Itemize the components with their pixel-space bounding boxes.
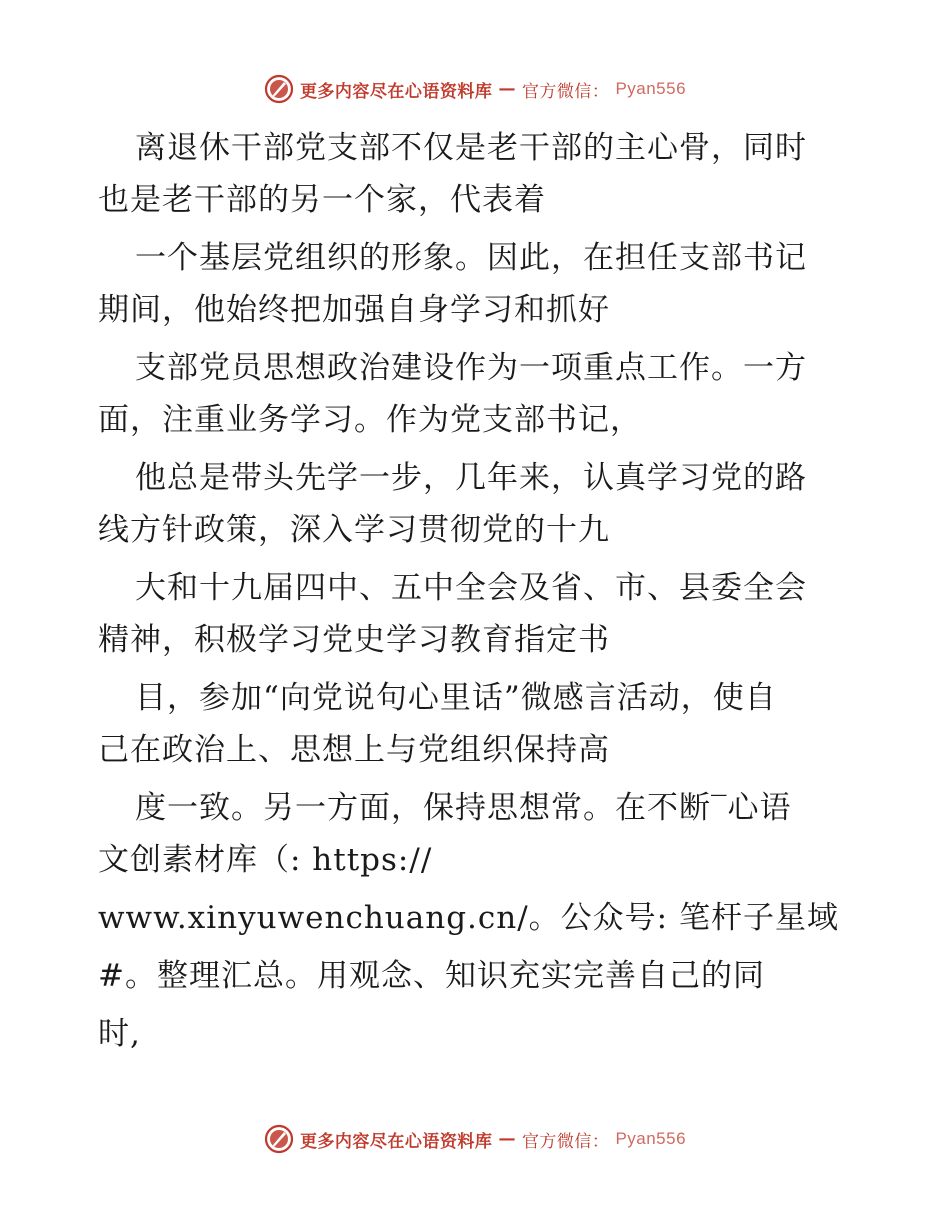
watermark-dash: —: [498, 79, 516, 99]
body-line: 一个基层党组织的形象。因此，在担任支部书记: [135, 240, 807, 276]
body-line: 大和十九届四中、五中全会及省、市、县委全会: [135, 570, 807, 606]
body-line: 他总是带头先学一步，几年来，认真学习党的路: [135, 460, 807, 496]
body-line: 离退休干部党支部不仅是老干部的主心骨，同时: [135, 130, 807, 166]
watermark-wechat-id: Pyan556: [615, 1129, 687, 1148]
watermark-wechat-label: 官方微信：: [521, 1131, 610, 1152]
body-line: 时,: [98, 1016, 141, 1052]
body-line: 线方针政策，深入学习贯彻党的十九: [98, 512, 610, 548]
body-line: 期间，他始终把加强自身学习和抓好: [98, 292, 610, 328]
body-line: 精神，积极学习党史学习教育指定书: [98, 622, 610, 658]
watermark-main-text: 更多内容尽在心语资料库: [299, 81, 493, 102]
watermark-wechat-id: Pyan556: [615, 79, 687, 98]
quill-pen-seal-icon: [264, 74, 294, 104]
body-line: 目，参加“向党说句心里话”微感言活动，使自: [135, 680, 777, 716]
body-line: 度一致。另一方面，保持思想常。在不断‾心语: [135, 790, 792, 826]
watermark-main-text: 更多内容尽在心语资料库: [299, 1131, 493, 1152]
document-body: [98, 122, 858, 1060]
watermark-wechat-label: 官方微信：: [521, 81, 610, 102]
body-line: 支部党员思想政治建设作为一项重点工作。一方: [135, 350, 807, 386]
body-line: 文创素材库（: https://: [98, 842, 433, 878]
watermark-dash: —: [498, 1129, 516, 1149]
quill-pen-seal-icon: [264, 1124, 294, 1154]
body-line: #。整理汇总。用观念、知识充实完善自己的同: [98, 958, 765, 994]
body-line-url: www.xinyuwenchuang.cn/。公众号: 笔杆子星域: [98, 900, 839, 936]
footer-watermark: [0, 1124, 950, 1154]
header-watermark: [0, 74, 950, 104]
body-line: 面，注重业务学习。作为党支部书记，: [98, 402, 642, 438]
body-line: 也是老干部的另一个家，代表着: [98, 182, 546, 218]
body-line: 己在政治上、思想上与党组织保持高: [98, 732, 610, 768]
